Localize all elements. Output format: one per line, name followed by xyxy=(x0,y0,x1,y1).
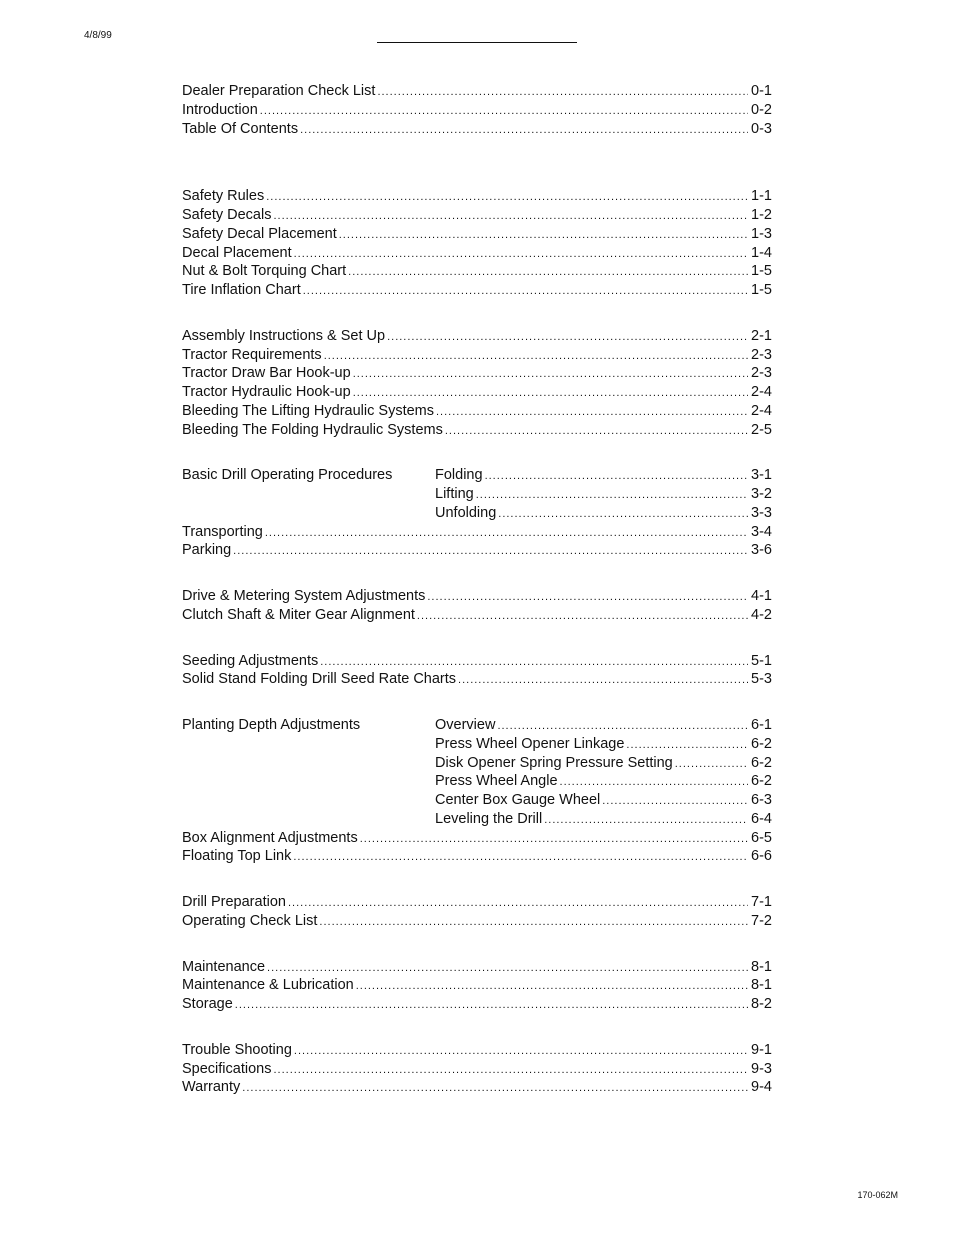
toc-page-number: 8-2 xyxy=(751,996,772,1012)
toc-entry-label: Seeding Adjustments xyxy=(182,652,319,669)
document-number: 170-062M xyxy=(857,1190,898,1200)
toc-entry[interactable] xyxy=(182,1078,772,1097)
toc-page-number: 1-2 xyxy=(751,207,772,223)
toc-entry-label: Lifting xyxy=(435,486,474,502)
dot-leader xyxy=(339,226,748,244)
toc-page-number: 2-5 xyxy=(751,421,772,438)
toc-page-number: 6-6 xyxy=(751,848,772,865)
toc-entry-label: Tire Inflation Chart xyxy=(182,282,301,298)
dot-leader xyxy=(427,588,748,606)
toc-page-number: 6-4 xyxy=(751,810,772,827)
dot-leader xyxy=(497,717,748,735)
toc-entry[interactable] xyxy=(182,466,772,485)
toc-section xyxy=(182,187,772,300)
toc-section xyxy=(182,958,772,1014)
dot-leader xyxy=(377,83,748,101)
dot-leader xyxy=(485,467,748,485)
toc-page-number: 3-2 xyxy=(751,486,772,502)
table-of-contents xyxy=(182,82,772,1097)
toc-entry-label: Specifications xyxy=(182,1060,272,1077)
toc-entry[interactable] xyxy=(182,1060,772,1079)
toc-entry-label: Bleeding The Folding Hydraulic Systems xyxy=(182,421,443,438)
toc-entry[interactable] xyxy=(182,829,772,848)
toc-entry-label: Dealer Preparation Check List xyxy=(182,83,376,99)
toc-entry[interactable] xyxy=(182,976,772,995)
header-rule xyxy=(377,42,577,43)
toc-entry-label: Clutch Shaft & Miter Gear Alignment xyxy=(182,606,415,623)
dot-leader xyxy=(294,1042,748,1060)
toc-section xyxy=(182,1041,772,1097)
toc-section xyxy=(182,587,772,625)
toc-entry[interactable] xyxy=(182,652,772,671)
toc-entry-label: Operating Check List xyxy=(182,912,318,929)
dot-leader xyxy=(458,671,748,689)
dot-leader xyxy=(319,913,748,931)
toc-entry-label: Maintenance & Lubrication xyxy=(182,977,354,994)
toc-page-number: 8-1 xyxy=(751,958,772,975)
toc-entry[interactable] xyxy=(182,101,772,120)
toc-page-number: 3-4 xyxy=(751,523,772,540)
toc-page-number: 4-1 xyxy=(751,588,772,604)
toc-page-number: 1-1 xyxy=(751,188,772,205)
toc-entry-label: Table Of Contents xyxy=(182,120,299,137)
toc-page-number: 2-4 xyxy=(751,402,772,419)
toc-entry-label: Tractor Requirements xyxy=(182,346,322,363)
toc-entry-label: Center Box Gauge Wheel xyxy=(435,792,601,808)
dot-leader xyxy=(436,403,748,421)
dot-leader xyxy=(348,263,748,281)
toc-entry[interactable] xyxy=(182,587,772,606)
dot-leader xyxy=(353,365,748,383)
toc-page-number: 6-2 xyxy=(751,735,772,752)
toc-entry-label: Folding xyxy=(435,467,483,484)
toc-page-number: 7-2 xyxy=(751,912,772,929)
toc-entry[interactable] xyxy=(182,120,772,139)
toc-page-number: 2-1 xyxy=(751,327,772,344)
toc-section-heading: Planting Depth Adjustments xyxy=(182,717,361,733)
dot-leader xyxy=(626,736,748,754)
toc-page-number: 3-6 xyxy=(751,542,772,559)
toc-entry[interactable] xyxy=(182,995,772,1014)
toc-page-number: 0-2 xyxy=(751,101,772,118)
toc-entry[interactable] xyxy=(182,754,772,773)
toc-entry-label: Safety Decal Placement xyxy=(182,225,337,242)
dot-leader xyxy=(560,773,749,791)
dot-leader xyxy=(675,755,748,773)
toc-entry[interactable] xyxy=(182,281,772,300)
toc-page-number: 6-2 xyxy=(751,773,772,790)
dot-leader xyxy=(476,486,748,504)
toc-page-number: 2-3 xyxy=(751,346,772,363)
toc-entry-label: Leveling the Drill xyxy=(435,810,543,827)
toc-entry-label: Storage xyxy=(182,996,233,1012)
dot-leader xyxy=(602,792,748,810)
toc-entry[interactable] xyxy=(182,716,772,735)
toc-entry[interactable] xyxy=(182,206,772,225)
dot-leader xyxy=(242,1079,748,1097)
dot-leader xyxy=(356,977,748,995)
toc-page-number: 1-5 xyxy=(751,282,772,298)
toc-page-number: 6-1 xyxy=(751,717,772,733)
toc-section xyxy=(182,893,772,931)
toc-entry[interactable] xyxy=(182,541,772,560)
toc-page-number: 7-1 xyxy=(751,894,772,910)
dot-leader xyxy=(498,505,748,523)
toc-entry[interactable] xyxy=(182,504,772,523)
toc-entry[interactable] xyxy=(182,893,772,912)
toc-entry[interactable] xyxy=(182,421,772,440)
toc-page-number: 1-3 xyxy=(751,225,772,242)
toc-entry-label: Press Wheel Opener Linkage xyxy=(435,735,625,752)
toc-entry-label: Press Wheel Angle xyxy=(435,773,558,790)
toc-entry[interactable] xyxy=(182,810,772,829)
toc-entry-label: Safety Decals xyxy=(182,207,272,223)
toc-entry-label: Maintenance xyxy=(182,958,266,975)
toc-page-number: 3-1 xyxy=(751,467,772,484)
toc-entry[interactable] xyxy=(182,187,772,206)
toc-entry[interactable] xyxy=(182,912,772,931)
toc-page-number: 2-4 xyxy=(751,384,772,400)
toc-entry[interactable] xyxy=(182,364,772,383)
dot-leader xyxy=(266,188,748,206)
dot-leader xyxy=(320,653,748,671)
toc-page-number: 6-5 xyxy=(751,829,772,846)
toc-entry-label: Parking xyxy=(182,542,232,559)
toc-entry-label: Warranty xyxy=(182,1079,241,1096)
dot-leader xyxy=(544,811,748,829)
toc-entry[interactable] xyxy=(182,225,772,244)
toc-entry-label: Trouble Shooting xyxy=(182,1041,292,1058)
dot-leader xyxy=(273,1061,748,1079)
dot-leader xyxy=(260,102,748,120)
toc-page-number: 0-3 xyxy=(751,120,772,137)
toc-entry-label: Assembly Instructions & Set Up xyxy=(182,327,386,344)
toc-entry-label: Overview xyxy=(435,717,496,733)
toc-entry[interactable] xyxy=(182,82,772,101)
toc-entry-label: Disk Opener Spring Pressure Setting xyxy=(435,754,673,771)
toc-page-number: 6-2 xyxy=(751,754,772,771)
toc-entry[interactable] xyxy=(182,791,772,810)
toc-entry-label: Drive & Metering System Adjustments xyxy=(182,588,426,604)
toc-entry[interactable] xyxy=(182,847,772,866)
toc-entry[interactable] xyxy=(182,262,772,281)
toc-page-number: 4-2 xyxy=(751,606,772,623)
dot-leader xyxy=(294,245,748,263)
toc-entry[interactable] xyxy=(182,1041,772,1060)
dot-leader xyxy=(353,384,748,402)
dot-leader xyxy=(324,347,748,365)
toc-page-number: 0-1 xyxy=(751,83,772,99)
toc-entry[interactable] xyxy=(182,327,772,346)
toc-entry-label: Safety Rules xyxy=(182,188,265,205)
toc-entry[interactable] xyxy=(182,402,772,421)
toc-entry-label: Introduction xyxy=(182,101,258,118)
dot-leader xyxy=(267,959,748,977)
toc-entry-label: Bleeding The Lifting Hydraulic Systems xyxy=(182,402,434,419)
header-date: 4/8/99 xyxy=(84,30,112,41)
dot-leader xyxy=(417,607,748,625)
toc-entry[interactable] xyxy=(182,958,772,977)
toc-section-heading: Basic Drill Operating Procedures xyxy=(182,467,393,484)
toc-section xyxy=(182,652,772,690)
dot-leader xyxy=(233,542,748,560)
toc-entry[interactable] xyxy=(182,735,772,754)
toc-page-number: 5-1 xyxy=(751,652,772,669)
toc-page-number: 8-1 xyxy=(751,977,772,994)
toc-page-number: 9-1 xyxy=(751,1041,772,1058)
dot-leader xyxy=(293,848,748,866)
toc-page-number: 9-3 xyxy=(751,1060,772,1077)
toc-entry-label: Tractor Hydraulic Hook-up xyxy=(182,384,351,400)
dot-leader xyxy=(300,121,748,139)
toc-entry[interactable] xyxy=(182,346,772,365)
dot-leader xyxy=(235,996,748,1014)
toc-entry[interactable] xyxy=(182,772,772,791)
dot-leader xyxy=(265,524,748,542)
toc-entry-label: Nut & Bolt Torquing Chart xyxy=(182,263,347,280)
toc-entry-label: Decal Placement xyxy=(182,244,292,261)
toc-section xyxy=(182,466,772,560)
dot-leader xyxy=(387,328,748,346)
toc-entry[interactable] xyxy=(182,383,772,402)
toc-page-number: 1-4 xyxy=(751,244,772,261)
toc-page-number: 9-4 xyxy=(751,1079,772,1096)
toc-entry-label: Drill Preparation xyxy=(182,894,286,910)
toc-entry-label: Solid Stand Folding Drill Seed Rate Charts xyxy=(182,671,457,688)
toc-section xyxy=(182,82,772,138)
toc-entry[interactable] xyxy=(182,244,772,263)
dot-leader xyxy=(360,830,748,848)
toc-entry[interactable] xyxy=(182,485,772,504)
toc-entry[interactable] xyxy=(182,606,772,625)
toc-section xyxy=(182,327,772,440)
dot-leader xyxy=(445,422,748,440)
dot-leader xyxy=(273,207,748,225)
toc-page-number: 3-3 xyxy=(751,504,772,521)
toc-page-number: 2-3 xyxy=(751,365,772,382)
toc-page-number: 6-3 xyxy=(751,792,772,808)
toc-entry-label: Floating Top Link xyxy=(182,848,292,865)
dot-leader xyxy=(303,282,748,300)
toc-page-number: 5-3 xyxy=(751,671,772,688)
toc-entry-label: Tractor Draw Bar Hook-up xyxy=(182,365,351,382)
toc-entry-label: Box Alignment Adjustments xyxy=(182,829,358,846)
toc-entry[interactable] xyxy=(182,523,772,542)
toc-section xyxy=(182,716,772,866)
toc-entry-label: Transporting xyxy=(182,523,263,540)
toc-entry-label: Unfolding xyxy=(435,504,497,521)
toc-page-number: 1-5 xyxy=(751,263,772,280)
toc-entry[interactable] xyxy=(182,670,772,689)
dot-leader xyxy=(288,894,748,912)
